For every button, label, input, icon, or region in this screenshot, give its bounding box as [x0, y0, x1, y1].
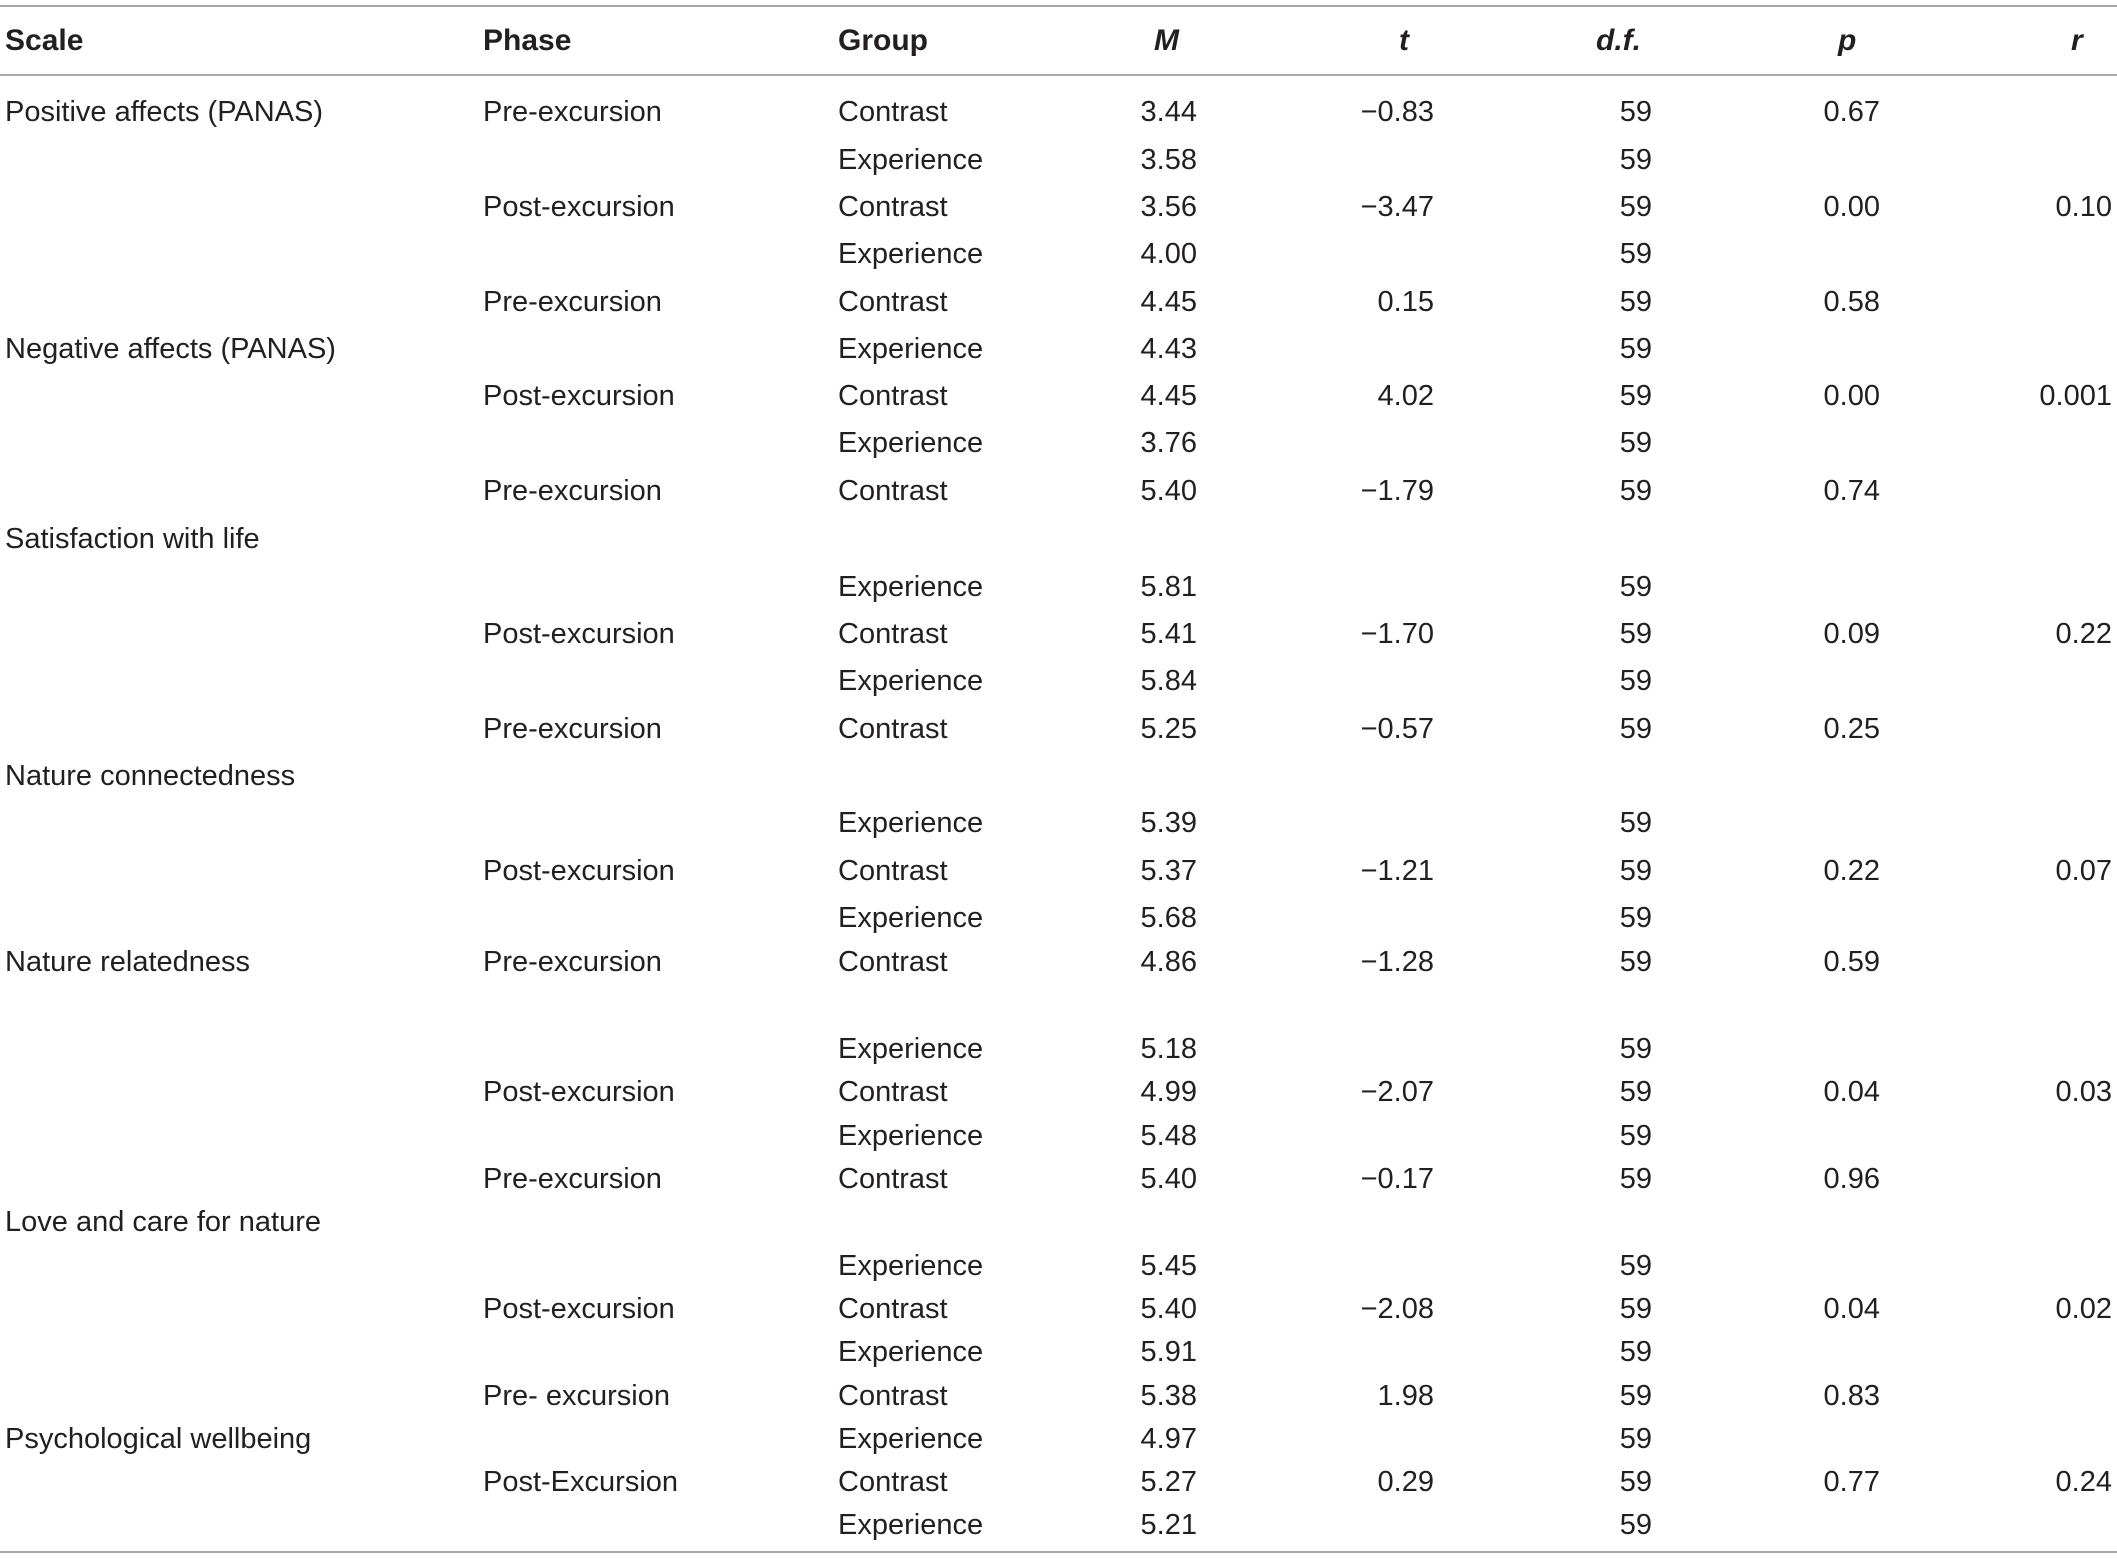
r-cell: 0.02: [2055, 1293, 2112, 1325]
df-cell: 59: [1619, 238, 1652, 270]
t-cell: 4.02: [1377, 380, 1434, 412]
df-cell: 59: [1619, 713, 1652, 745]
df-cell: 59: [1619, 1380, 1652, 1412]
p-cell: 0.83: [1823, 1380, 1880, 1412]
df-cell: 59: [1619, 286, 1652, 318]
group-cell: Contrast: [838, 855, 948, 887]
df-cell: 59: [1619, 333, 1652, 365]
p-cell: 0.04: [1823, 1293, 1880, 1325]
mean-cell: 5.27: [1140, 1466, 1197, 1498]
mean-cell: 5.40: [1140, 475, 1197, 507]
df-cell: 59: [1619, 1509, 1652, 1541]
group-cell: Experience: [838, 1336, 984, 1368]
t-cell: −0.17: [1360, 1163, 1434, 1195]
p-cell: 0.22: [1823, 855, 1880, 887]
group-cell: Experience: [838, 1423, 984, 1455]
r-cell: 0.22: [2055, 618, 2112, 650]
t-cell: −1.70: [1360, 618, 1434, 650]
df-cell: 59: [1619, 1466, 1652, 1498]
p-cell: 0.59: [1823, 946, 1880, 978]
df-cell: 59: [1619, 191, 1652, 223]
mean-cell: 5.68: [1140, 902, 1197, 934]
mean-cell: 5.37: [1140, 855, 1197, 887]
mean-cell: 5.84: [1140, 665, 1197, 697]
header-t: t: [1399, 24, 1409, 57]
group-cell: Contrast: [838, 475, 948, 507]
phase-cell: Post-excursion: [483, 1293, 675, 1325]
mean-cell: 4.97: [1140, 1423, 1197, 1455]
mean-cell: 5.25: [1140, 713, 1197, 745]
p-cell: 0.00: [1823, 191, 1880, 223]
mean-cell: 4.43: [1140, 333, 1197, 365]
mean-cell: 5.38: [1140, 1380, 1197, 1412]
df-cell: 59: [1619, 144, 1652, 176]
mean-cell: 4.86: [1140, 946, 1197, 978]
t-cell: −2.07: [1360, 1076, 1434, 1108]
mean-cell: 5.48: [1140, 1120, 1197, 1152]
p-cell: 0.77: [1823, 1466, 1880, 1498]
group-cell: Contrast: [838, 380, 948, 412]
group-cell: Contrast: [838, 96, 948, 128]
mean-cell: 4.45: [1140, 380, 1197, 412]
p-cell: 0.96: [1823, 1163, 1880, 1195]
t-cell: −3.47: [1360, 191, 1434, 223]
group-cell: Contrast: [838, 618, 948, 650]
group-cell: Experience: [838, 238, 984, 270]
df-cell: 59: [1619, 427, 1652, 459]
scale-label: Nature relatedness: [5, 946, 251, 978]
mean-cell: 3.44: [1140, 96, 1197, 128]
phase-cell: Pre-excursion: [483, 713, 662, 745]
group-cell: Experience: [838, 1120, 984, 1152]
mean-cell: 5.40: [1140, 1293, 1197, 1325]
header-scale: Scale: [5, 24, 84, 57]
group-cell: Contrast: [838, 191, 948, 223]
group-cell: Experience: [838, 1509, 984, 1541]
df-cell: 59: [1619, 1336, 1652, 1368]
t-cell: −0.83: [1360, 96, 1434, 128]
mean-cell: 5.91: [1140, 1336, 1197, 1368]
df-cell: 59: [1619, 1423, 1652, 1455]
scale-label: Psychological wellbeing: [5, 1423, 312, 1455]
phase-cell: Post-excursion: [483, 618, 675, 650]
group-cell: Experience: [838, 902, 984, 934]
group-cell: Contrast: [838, 1163, 948, 1195]
df-cell: 59: [1619, 571, 1652, 603]
mean-cell: 3.58: [1140, 144, 1197, 176]
mean-cell: 5.39: [1140, 807, 1197, 839]
group-cell: Contrast: [838, 1293, 948, 1325]
r-cell: 0.10: [2055, 191, 2112, 223]
group-cell: Experience: [838, 1250, 984, 1282]
df-cell: 59: [1619, 1033, 1652, 1065]
group-cell: Experience: [838, 665, 984, 697]
group-cell: Contrast: [838, 713, 948, 745]
group-cell: Experience: [838, 571, 984, 603]
p-cell: 0.58: [1823, 286, 1880, 318]
t-cell: −1.28: [1360, 946, 1434, 978]
p-cell: 0.04: [1823, 1076, 1880, 1108]
df-cell: 59: [1619, 1293, 1652, 1325]
table-bottom-rule: [0, 1551, 2117, 1553]
phase-cell: Pre-excursion: [483, 286, 662, 318]
header-r: r: [2071, 24, 2083, 57]
group-cell: Contrast: [838, 1466, 948, 1498]
phase-cell: Pre- excursion: [483, 1380, 670, 1412]
t-cell: 1.98: [1377, 1380, 1434, 1412]
p-cell: 0.09: [1823, 618, 1880, 650]
table-header-rule: [0, 74, 2117, 76]
r-cell: 0.03: [2055, 1076, 2112, 1108]
mean-cell: 4.99: [1140, 1076, 1197, 1108]
df-cell: 59: [1619, 618, 1652, 650]
mean-cell: 5.45: [1140, 1250, 1197, 1282]
df-cell: 59: [1619, 665, 1652, 697]
p-cell: 0.74: [1823, 475, 1880, 507]
group-cell: Experience: [838, 807, 984, 839]
p-cell: 0.00: [1823, 380, 1880, 412]
phase-cell: Pre-excursion: [483, 1163, 662, 1195]
t-cell: −0.57: [1360, 713, 1434, 745]
mean-cell: 5.40: [1140, 1163, 1197, 1195]
group-cell: Experience: [838, 333, 984, 365]
mean-cell: 3.56: [1140, 191, 1197, 223]
df-cell: 59: [1619, 475, 1652, 507]
group-cell: Experience: [838, 1033, 984, 1065]
mean-cell: 5.41: [1140, 618, 1197, 650]
table-top-rule: [0, 5, 2117, 7]
mean-cell: 3.76: [1140, 427, 1197, 459]
mean-cell: 5.18: [1140, 1033, 1197, 1065]
phase-cell: Pre-excursion: [483, 475, 662, 507]
group-cell: Experience: [838, 144, 984, 176]
df-cell: 59: [1619, 96, 1652, 128]
df-cell: 59: [1619, 1120, 1652, 1152]
df-cell: 59: [1619, 380, 1652, 412]
group-cell: Contrast: [838, 1076, 948, 1108]
scale-label: Satisfaction with life: [5, 523, 260, 555]
group-cell: Contrast: [838, 946, 948, 978]
t-cell: −1.21: [1360, 855, 1434, 887]
header-phase: Phase: [483, 24, 572, 57]
scale-label: Nature connectedness: [5, 760, 296, 792]
t-cell: −1.79: [1360, 475, 1434, 507]
header-group: Group: [838, 24, 928, 57]
t-cell: 0.29: [1377, 1466, 1434, 1498]
scale-label: Negative affects (PANAS): [5, 333, 336, 365]
header-p: p: [1838, 24, 1857, 57]
phase-cell: Post-excursion: [483, 380, 675, 412]
group-cell: Contrast: [838, 1380, 948, 1412]
group-cell: Contrast: [838, 286, 948, 318]
t-cell: −2.08: [1360, 1293, 1434, 1325]
phase-cell: Pre-excursion: [483, 946, 662, 978]
r-cell: 0.24: [2055, 1466, 2112, 1498]
phase-cell: Post-excursion: [483, 855, 675, 887]
df-cell: 59: [1619, 1076, 1652, 1108]
header-mean: M: [1154, 24, 1179, 57]
df-cell: 59: [1619, 807, 1652, 839]
phase-cell: Post-Excursion: [483, 1466, 679, 1498]
phase-cell: Post-excursion: [483, 191, 675, 223]
df-cell: 59: [1619, 946, 1652, 978]
header-df: d.f.: [1596, 24, 1641, 57]
scale-label: Love and care for nature: [5, 1206, 321, 1238]
p-cell: 0.25: [1823, 713, 1880, 745]
scale-label: Positive affects (PANAS): [5, 96, 324, 128]
group-cell: Experience: [838, 427, 984, 459]
phase-cell: Post-excursion: [483, 1076, 675, 1108]
p-cell: 0.67: [1823, 96, 1880, 128]
r-cell: 0.07: [2055, 855, 2112, 887]
r-cell: 0.001: [2039, 380, 2112, 412]
df-cell: 59: [1619, 902, 1652, 934]
phase-cell: Pre-excursion: [483, 96, 662, 128]
mean-cell: 5.21: [1140, 1509, 1197, 1541]
t-cell: 0.15: [1377, 286, 1434, 318]
df-cell: 59: [1619, 1163, 1652, 1195]
df-cell: 59: [1619, 855, 1652, 887]
mean-cell: 4.00: [1140, 238, 1197, 270]
df-cell: 59: [1619, 1250, 1652, 1282]
mean-cell: 4.45: [1140, 286, 1197, 318]
mean-cell: 5.81: [1140, 571, 1197, 603]
